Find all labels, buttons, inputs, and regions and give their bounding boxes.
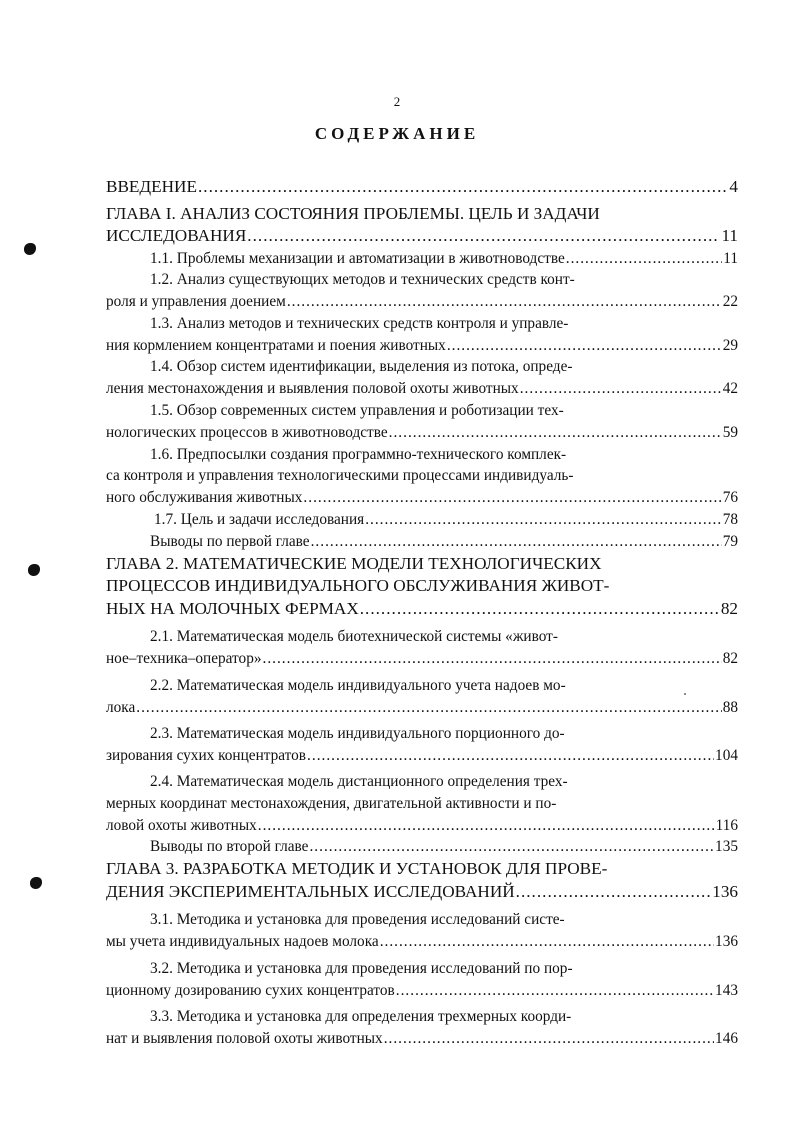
toc-entry-label: лока: [106, 698, 136, 716]
scan-blot-mark: [28, 564, 40, 576]
toc-entry-label: ловой охоты животных: [106, 816, 257, 834]
toc-entry-chapter-3[interactable]: [106, 858, 738, 903]
toc-entry-label: Выводы по первой главе: [150, 532, 310, 550]
toc-entry-section-3-3[interactable]: [106, 1006, 738, 1050]
toc-page-number: 79: [722, 532, 738, 550]
toc-page-number: 11: [721, 226, 738, 245]
toc-entry-label: 2.1. Математическая модель биотехнической системы «живот-: [150, 628, 558, 646]
toc-page-number: 82: [720, 598, 738, 618]
toc-entry-label: ционному дозированию сухих концентратов: [106, 981, 395, 999]
toc-entry-label: ГЛАВА 3. РАЗРАБОТКА МЕТОДИК И УСТАНОВОК ДЛЯ ПРОВЕ-: [106, 859, 608, 879]
toc-entry-label: 2.4. Математическая модель дистанционного определения трех-: [150, 772, 568, 790]
toc-entry-label: 1.1. Проблемы механизации и автоматизации в животноводстве: [150, 249, 565, 267]
toc-entry-section-1-2[interactable]: [106, 269, 738, 313]
toc-page-number: 29: [722, 336, 738, 354]
toc-entry-label: ИССЛЕДОВАНИЯ: [106, 226, 247, 245]
toc-page-number: 22: [722, 293, 738, 311]
toc-page-number: 136: [712, 881, 738, 901]
toc-page-number: 146: [715, 1030, 738, 1048]
toc-entry-section-2-3[interactable]: [106, 723, 738, 767]
toc-entry-label: 1.7. Цель и задачи исследования: [154, 511, 365, 529]
toc-entry-label: ГЛАВА 2. МАТЕМАТИЧЕСКИЕ МОДЕЛИ ТЕХНОЛОГИЧЕСКИХ: [106, 553, 602, 573]
toc-entry-section-3-2[interactable]: [106, 958, 738, 1002]
toc-entry-label: 3.1. Методика и установка для проведения исследований систе-: [150, 911, 565, 929]
toc-entry-section-1-1[interactable]: [106, 248, 738, 270]
toc-entry-label: 2.3. Математическая модель индивидуального порционного до-: [150, 725, 565, 743]
toc-entry-label: 2.2. Математическая модель индивидуального учета надоев мо-: [150, 676, 566, 694]
toc-entry-label: ВВЕДЕНИЕ: [106, 177, 197, 196]
toc-entry-conclusion-2[interactable]: [106, 836, 738, 858]
toc-entry-chapter-1[interactable]: [106, 203, 738, 248]
toc-entry-chapter-2[interactable]: [106, 553, 738, 621]
toc-entry-label: нат и выявления половой охоты животных: [106, 1030, 383, 1048]
toc-page-number: 135: [715, 838, 738, 856]
toc-entry-section-1-7[interactable]: [106, 509, 738, 531]
toc-entry-label: ДЕНИЯ ЭКСПЕРИМЕНТАЛЬНЫХ ИССЛЕДОВАНИЙ: [106, 881, 515, 901]
toc-entry-label: ления местонахождения и выявления половой охоты животных: [106, 380, 519, 398]
toc-entry-label: са контроля и управления технологическими процессами индивидуаль-: [106, 467, 574, 485]
toc-entry-label: роля и управления доением: [106, 293, 286, 311]
table-of-contents: [106, 176, 738, 1050]
toc-entry-label: Выводы по второй главе: [150, 838, 309, 856]
toc-entry-label: ного обслуживания животных: [106, 489, 303, 507]
toc-entry-section-2-2[interactable]: [106, 675, 738, 719]
toc-page-number: 78: [722, 511, 738, 529]
toc-entry-section-1-4[interactable]: [106, 356, 738, 400]
toc-entry-label: 1.4. Обзор систем идентификации, выделения из потока, опреде-: [150, 358, 573, 376]
toc-entry-conclusion-1[interactable]: [106, 531, 738, 553]
toc-entry-section-2-4[interactable]: [106, 771, 738, 836]
toc-entry-label: 3.3. Методика и установка для определения трехмерных коорди-: [150, 1008, 572, 1026]
toc-page-number: 136: [715, 932, 738, 950]
toc-page-number: 82: [722, 649, 738, 667]
toc-page-number: 4: [729, 177, 738, 196]
toc-entry-section-1-6[interactable]: [106, 444, 738, 509]
toc-entry-label: зирования сухих концентратов: [106, 747, 307, 765]
toc-entry-introduction[interactable]: [106, 176, 738, 199]
toc-entry-label: 3.2. Методика и установка для проведения исследований по пор-: [150, 959, 573, 977]
toc-entry-label: мы учета индивидуальных надоев молока: [106, 932, 379, 950]
toc-page-number: 104: [715, 747, 738, 765]
toc-entry-label: нологических процессов в животноводстве: [106, 423, 388, 441]
toc-entry-label: ния кормлением концентратами и поения животных: [106, 336, 446, 354]
toc-entry-label: 1.6. Предпосылки создания программно-технического комплек-: [150, 445, 567, 463]
toc-entry-section-1-3[interactable]: [106, 313, 738, 357]
toc-entry-label: ГЛАВА I. АНАЛИЗ СОСТОЯНИЯ ПРОБЛЕМЫ. ЦЕЛЬ И ЗАДАЧИ: [106, 203, 600, 223]
scan-blot-mark: [30, 877, 42, 889]
toc-page-number: 42: [722, 380, 738, 398]
toc-page-number: 11: [723, 249, 738, 267]
toc-page-number: 143: [715, 981, 738, 999]
page-title: СОДЕРЖАНИЕ: [314, 124, 480, 143]
page-number: 2: [393, 94, 401, 109]
toc-entry-label: ное–техника–оператор»: [106, 649, 262, 667]
toc-entry-label: ПРОЦЕССОВ ИНДИВИДУАЛЬНОГО ОБСЛУЖИВАНИЯ ЖИВОТ-: [106, 576, 610, 596]
toc-page-number: 116: [715, 816, 738, 834]
toc-entry-label: мерных координат местонахождения, двигательной активности и по-: [106, 794, 557, 812]
toc-page-number: 59: [722, 423, 738, 441]
toc-entry-label: НЫХ НА МОЛОЧНЫХ ФЕРМАХ: [106, 598, 359, 618]
scan-blot-mark: [24, 243, 36, 255]
toc-page-number: 88: [722, 698, 738, 716]
toc-entry-label: 1.2. Анализ существующих методов и технических средств конт-: [150, 271, 575, 289]
toc-entry-section-3-1[interactable]: [106, 909, 738, 953]
toc-entry-label: 1.3. Анализ методов и технических средств контроля и управле-: [150, 314, 569, 332]
toc-entry-section-2-1[interactable]: [106, 626, 738, 670]
toc-entry-section-1-5[interactable]: [106, 400, 738, 444]
toc-entry-label: 1.5. Обзор современных систем управления и роботизации тех-: [150, 402, 564, 420]
toc-page-number: 76: [722, 489, 738, 507]
